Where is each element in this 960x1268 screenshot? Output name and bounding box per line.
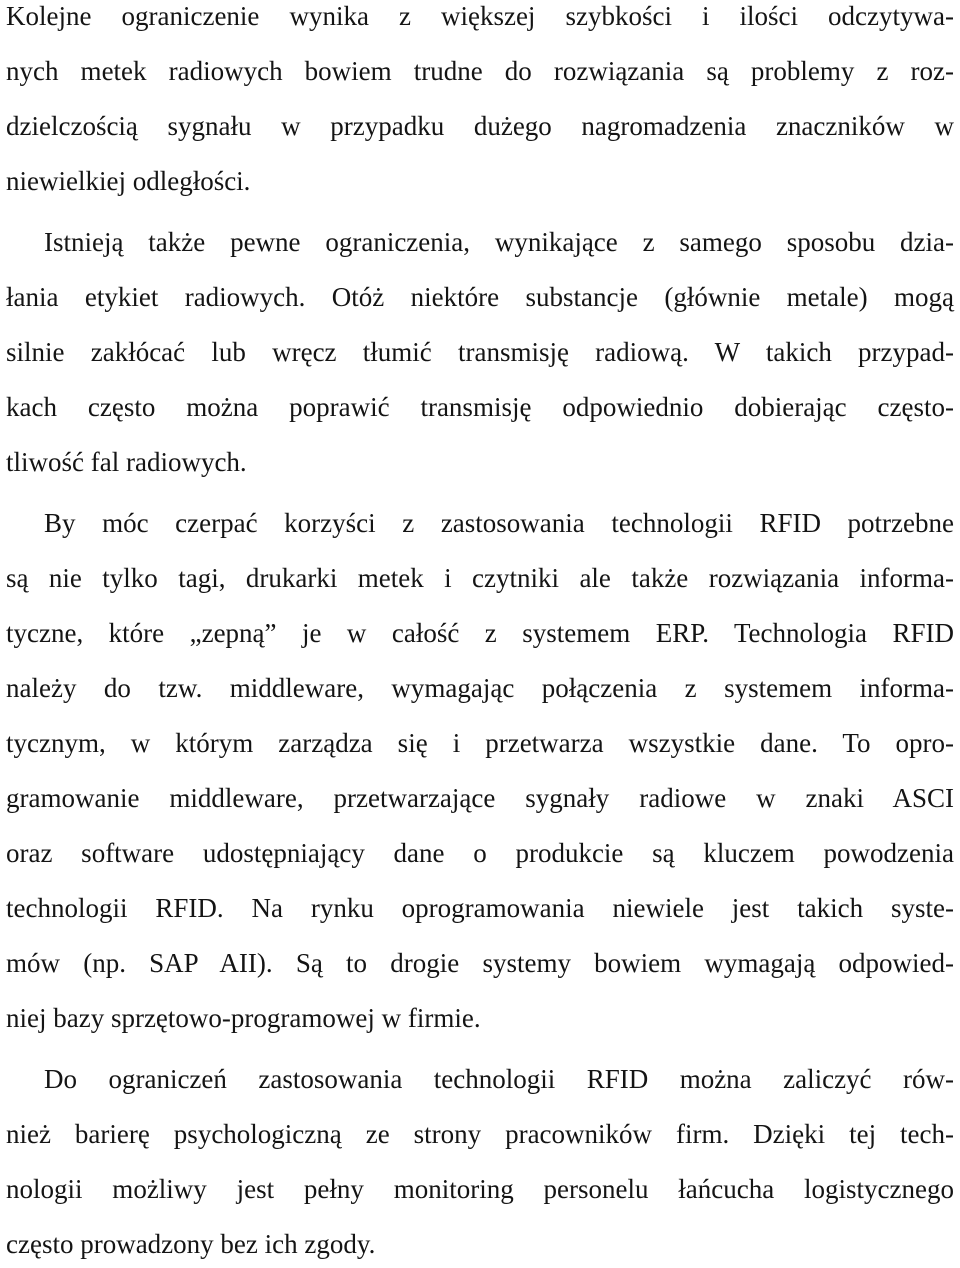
paragraph-3-line-10: niej bazy sprzętowo-programowej w firmie.	[6, 1003, 481, 1033]
paragraph-3-line-8: technologii RFID. Na rynku oprogramowania niewiele jest takich syste-	[6, 893, 954, 923]
paragraph-4-line-3: nologii możliwy jest pełny monitoring personelu łańcucha logistycznego	[6, 1174, 954, 1204]
paragraph-1-line-1: Kolejne ograniczenie wynika z większej szybkości i ilości odczytywa-	[6, 1, 954, 31]
paragraph-1-line-2: nych metek radiowych bowiem trudne do rozwiązania są problemy z roz-	[6, 56, 954, 86]
paragraph-3-line-5: tycznym, w którym zarządza się i przetwarza wszystkie dane. To opro-	[6, 728, 954, 758]
paragraph-2-line-1: Istnieją także pewne ograniczenia, wynikające z samego sposobu dzia-	[44, 227, 954, 257]
paragraph-1-line-4: niewielkiej odległości.	[6, 166, 251, 196]
paragraph-3-line-3: tyczne, które „zepną” je w całość z systemem ERP. Technologia RFID	[6, 618, 954, 648]
paragraph-3-line-2: są nie tylko tagi, drukarki metek i czytniki ale także rozwiązania informa-	[6, 563, 954, 593]
paragraph-2-line-2: łania etykiet radiowych. Otóż niektóre substancje (głównie metale) mogą	[6, 282, 954, 312]
paragraph-2-line-3: silnie zakłócać lub wręcz tłumić transmisję radiową. W takich przypad-	[6, 337, 954, 367]
paragraph-4-line-4: często prowadzony bez ich zgody.	[6, 1229, 376, 1259]
paragraph-1-line-3: dzielczością sygnału w przypadku dużego nagromadzenia znaczników w	[6, 111, 954, 141]
paragraph-3-line-1: By móc czerpać korzyści z zastosowania technologii RFID potrzebne	[44, 508, 954, 538]
paragraph-3-line-7: oraz software udostępniający dane o produkcie są kluczem powodzenia	[6, 838, 954, 868]
paragraph-4-line-2: nież barierę psychologiczną ze strony pracowników firm. Dzięki tej tech-	[6, 1119, 954, 1149]
paragraph-2-line-5: tliwość fal radiowych.	[6, 447, 247, 477]
paragraph-3-line-4: należy do tzw. middleware, wymagając połączenia z systemem informa-	[6, 673, 954, 703]
paragraph-3-line-9: mów (np. SAP AII). Są to drogie systemy bowiem wymagają odpowied-	[6, 948, 954, 978]
paragraph-2-line-4: kach często można poprawić transmisję odpowiednio dobierając często-	[6, 392, 954, 422]
paragraph-4-line-1: Do ograniczeń zastosowania technologii RFID można zaliczyć rów-	[44, 1064, 954, 1094]
paragraph-3-line-6: gramowanie middleware, przetwarzające sygnały radiowe w znaki ASCI	[6, 783, 954, 813]
